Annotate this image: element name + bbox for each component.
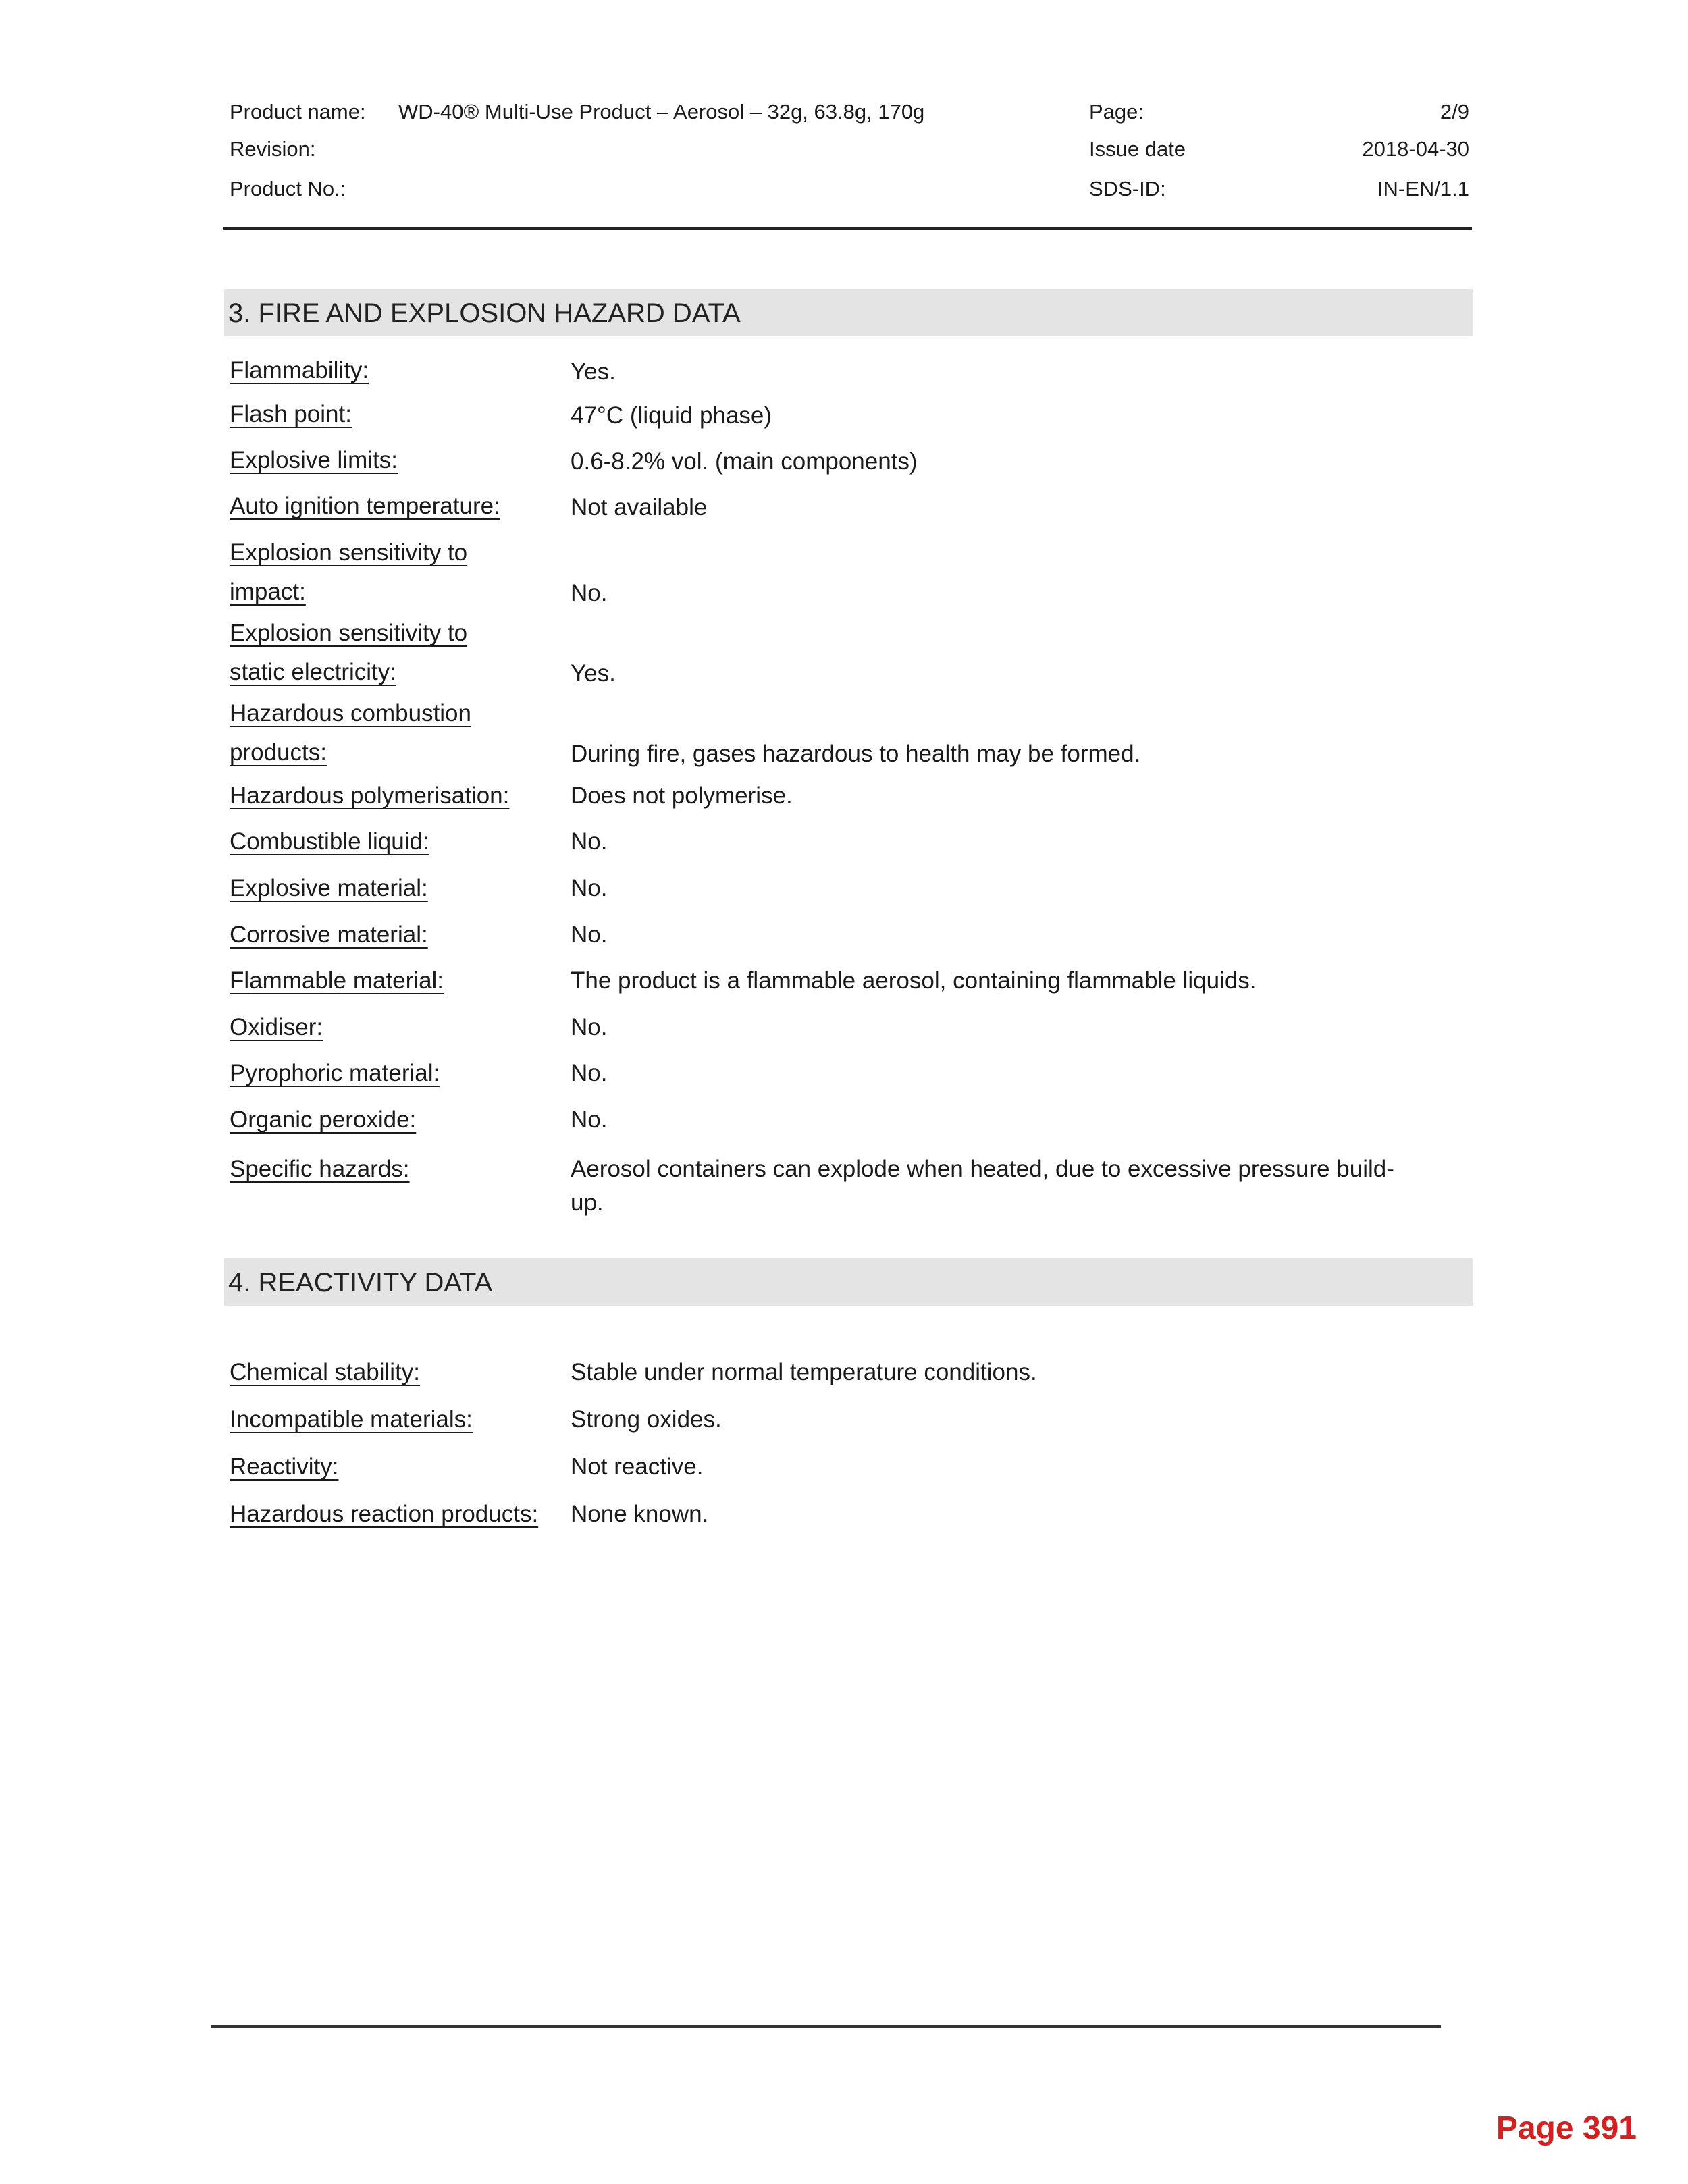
field-value: Does not polymerise. <box>571 782 793 809</box>
field-value: 0.6-8.2% vol. (main components) <box>571 448 918 475</box>
field-label: Specific hazards: <box>230 1156 410 1182</box>
page-label: Page: <box>1089 100 1144 124</box>
field-label: Corrosive material: <box>230 922 428 948</box>
field-value: No. <box>571 580 608 606</box>
sds-id-value: IN-EN/1.1 <box>1377 177 1469 201</box>
product-name-value: WD-40® Multi-Use Product – Aerosol – 32g, 63.8g, 170g <box>398 100 925 124</box>
field-label: Oxidiser: <box>230 1014 323 1040</box>
field-value: Not reactive. <box>571 1454 704 1480</box>
field-value: Aerosol containers can explode when heated, due to excessive pressure build- up. <box>571 1156 1394 1216</box>
field-value: No. <box>571 1107 608 1133</box>
field-label: Incompatible materials: <box>230 1406 473 1433</box>
field-value: Yes. <box>571 358 616 385</box>
product-name-label: Product name: <box>230 100 366 124</box>
field-label: Chemical stability: <box>230 1359 421 1385</box>
product-no-label: Product No.: <box>230 177 346 201</box>
section-3-title: 3. FIRE AND EXPLOSION HAZARD DATA <box>228 298 741 328</box>
field-value: No. <box>571 875 608 901</box>
field-label: Flash point: <box>230 401 352 427</box>
field-label: Auto ignition temperature: <box>230 493 500 519</box>
field-value: None known. <box>571 1501 709 1527</box>
section-4-title: 4. REACTIVITY DATA <box>228 1268 493 1298</box>
field-label: Explosive material: <box>230 875 428 901</box>
field-label: Reactivity: <box>230 1454 339 1480</box>
field-value: During fire, gases hazardous to health may be formed. <box>571 741 1141 767</box>
field-value: No. <box>571 1060 608 1086</box>
field-value: Stable under normal temperature conditions. <box>571 1359 1037 1385</box>
field-label: Hazardous combustion products: <box>230 700 471 766</box>
field-value: Not available <box>571 494 708 521</box>
section-4-heading <box>224 1258 1473 1306</box>
field-value: The product is a flammable aerosol, containing flammable liquids. <box>571 967 1257 994</box>
revision-label: Revision: <box>230 137 316 161</box>
field-label: Organic peroxide: <box>230 1107 417 1133</box>
field-label: Flammable material: <box>230 967 444 994</box>
field-label: Explosive limits: <box>230 447 398 473</box>
sds-id-label: SDS-ID: <box>1089 177 1166 201</box>
field-value: No. <box>571 828 608 855</box>
field-label: Pyrophoric material: <box>230 1060 440 1086</box>
page-number-stamp: Page 391 <box>1496 2110 1637 2146</box>
field-label: Flammability: <box>230 357 369 383</box>
header-divider <box>223 227 1472 230</box>
footer-divider <box>211 2025 1441 2028</box>
field-label: Combustible liquid: <box>230 828 429 855</box>
field-value: Yes. <box>571 660 616 687</box>
field-label: Hazardous polymerisation: <box>230 782 510 809</box>
field-value: Strong oxides. <box>571 1406 722 1433</box>
field-label: Explosion sensitivity to impact: <box>230 539 468 605</box>
field-value: No. <box>571 1014 608 1040</box>
field-label: Explosion sensitivity to static electricity: <box>230 620 468 685</box>
page-value: 2/9 <box>1440 100 1469 124</box>
field-value: 47°C (liquid phase) <box>571 402 772 429</box>
field-label: Hazardous reaction products: <box>230 1501 539 1527</box>
issue-date-label: Issue date <box>1089 137 1186 161</box>
field-value: No. <box>571 922 608 948</box>
issue-date-value: 2018-04-30 <box>1362 137 1469 161</box>
section-3-heading <box>224 289 1473 336</box>
